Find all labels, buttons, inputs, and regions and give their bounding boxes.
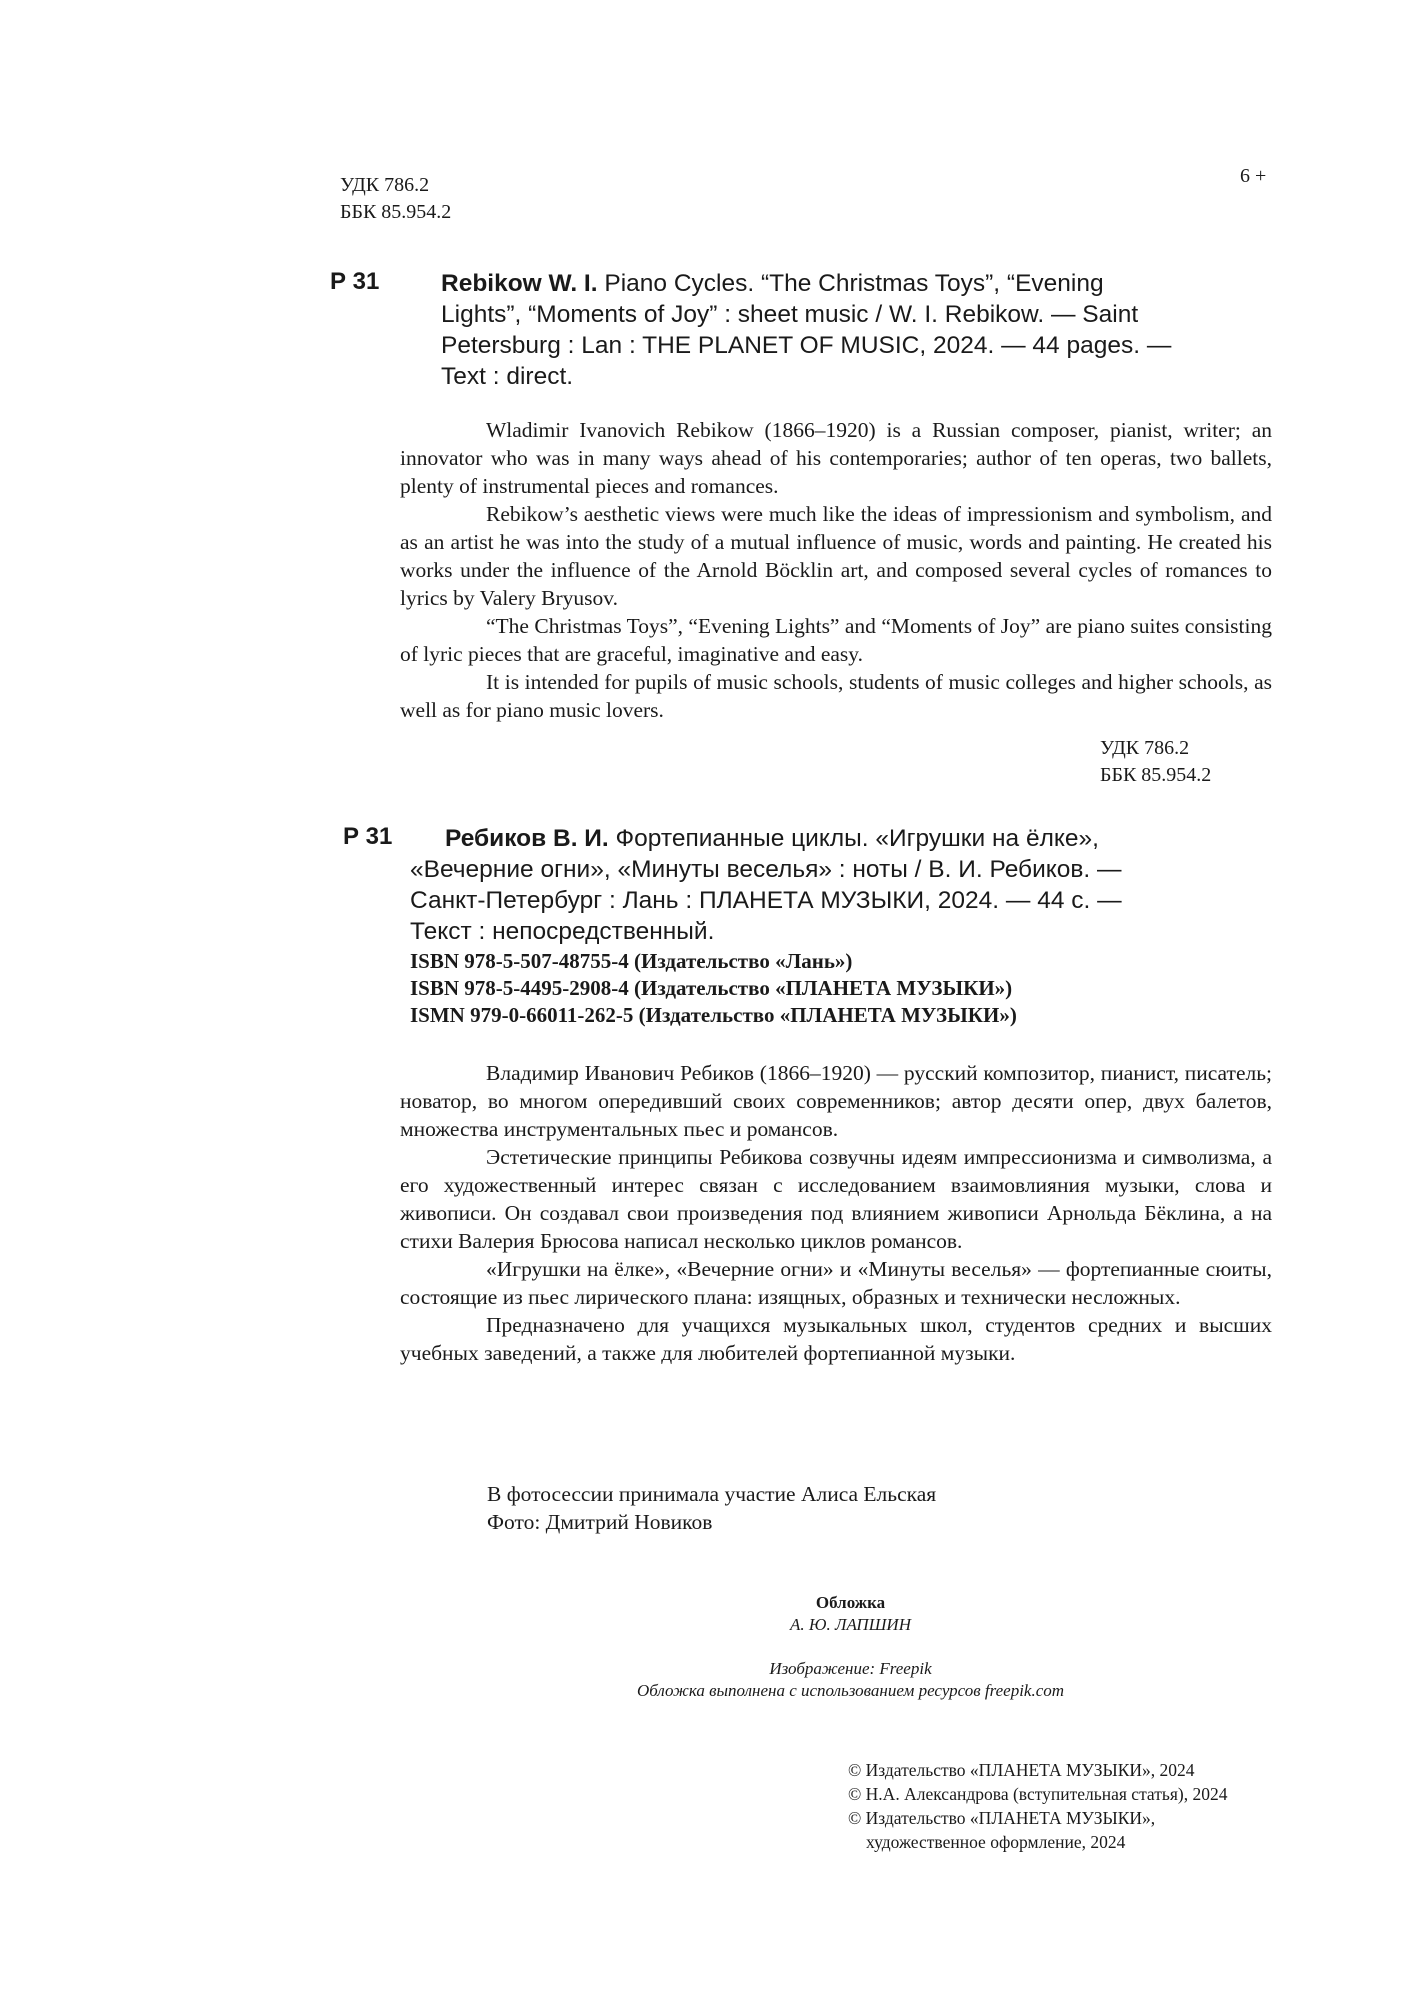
english-entry-author: Rebikow W. I.: [441, 270, 598, 297]
cover-spacer: [144, 1636, 1413, 1658]
cover-credits-inner: [144, 1592, 1413, 1702]
russian-entry-line-1: [410, 823, 1263, 854]
russian-annotation-para-1: Владимир Иванович Ребиков (1866–1920) — русский композитор, пианист, писатель; новатор, во многом опередивший своих современников; автор десяти опер, двух балетов, множества инструментальных пьес и романсов.: [400, 1061, 1272, 1141]
english-entry-line-2: Lights”, “Moments of Joy” : sheet music / W. I. Rebikow. — Saint: [441, 301, 1139, 328]
english-catalog-entry: [441, 268, 1255, 392]
cover-designer: А. Ю. ЛАПШИН: [790, 1615, 911, 1634]
russian-entry-author: Ребиков В. И.: [445, 825, 609, 852]
copyright-line-3: © Издательство «ПЛАНЕТА МУЗЫКИ»,: [848, 1808, 1156, 1828]
russian-entry-line-3: Санкт-Петербург : Лань : ПЛАНЕТА МУЗЫКИ, 2024. — 44 с. —: [410, 887, 1122, 914]
top-classification: [340, 172, 451, 226]
russian-catalog-entry: [410, 823, 1263, 947]
english-entry-title: Piano Cycles. “The Christmas Toys”, “Evening: [597, 270, 1104, 297]
russian-entry-code: Р 31: [343, 823, 393, 850]
cover-resources-credit: Обложка выполнена с использованием ресурсов freepik.com: [636, 1681, 1065, 1700]
copyright-line-4: художественное оформление, 2024: [866, 1832, 1126, 1852]
english-entry-line-4: Text : direct.: [441, 363, 574, 390]
cover-credits: [0, 1592, 1413, 1702]
english-annotation: [400, 416, 1272, 724]
copyright-line-1: © Издательство «ПЛАНЕТА МУЗЫКИ», 2024: [848, 1760, 1195, 1780]
russian-annotation-para-3: «Игрушки на ёлке», «Вечерние огни» и «Минуты веселья» — фортепианные сюиты, состоящие из пьес лирического плана: изящных, образных и технически несложных.: [400, 1257, 1272, 1309]
cover-title: Обложка: [815, 1593, 886, 1612]
copyright-line-2: © Н.А. Александрова (вступительная статья), 2024: [848, 1784, 1228, 1804]
age-rating: 6 +: [1240, 165, 1267, 187]
isbn-planet: ISBN 978-5-4495-2908-4 (Издательство «ПЛАНЕТА МУЗЫКИ»): [410, 976, 1013, 1000]
russian-annotation-para-4: Предназначено для учащихся музыкальных школ, студентов средних и высших учебных заведений, а также для любителей фортепианной музыки.: [400, 1313, 1272, 1365]
photo-session-credit: В фотосессии принимала участие Алиса Ельская: [487, 1482, 937, 1506]
identifiers-block: [410, 948, 1017, 1029]
bbk-code: ББК 85.954.2: [340, 201, 452, 223]
bbk-code: ББК 85.954.2: [1100, 764, 1212, 786]
english-entry-classification: [1100, 735, 1211, 789]
english-entry-line-3: Petersburg : Lan : THE PLANET OF MUSIC, 2024. — 44 pages. —: [441, 332, 1172, 359]
english-annotation-para-4: It is intended for pupils of music schools, students of music colleges and higher schools, as well as for piano music lovers.: [400, 670, 1272, 722]
isbn-lan: ISBN 978-5-507-48755-4 (Издательство «Лань»): [410, 949, 853, 973]
cover-image-credit: Изображение: Freepik: [769, 1659, 932, 1678]
ismn-planet: ISMN 979-0-66011-262-5 (Издательство «ПЛАНЕТА МУЗЫКИ»): [410, 1003, 1017, 1027]
russian-entry-title: Фортепианные циклы. «Игрушки на ёлке»,: [608, 825, 1099, 852]
english-entry-line-1: [441, 268, 1255, 299]
russian-annotation: [400, 1059, 1272, 1367]
russian-annotation-para-2: Эстетические принципы Ребикова созвучны идеям импрессионизма и символизма, а его художественный интерес связан с исследованием взаимовлияния музыки, слова и живописи. Он создавал свои произведения под влиянием живописи Арнольда Бёклина, а на стихи Валерия Брюсова написал несколько циклов романсов.: [400, 1145, 1272, 1253]
english-annotation-para-3: “The Christmas Toys”, “Evening Lights” and “Moments of Joy” are piano suites consisting of lyric pieces that are graceful, imaginative and easy.: [400, 614, 1272, 666]
copyright-block: [848, 1758, 1228, 1854]
russian-entry-line-4: Текст : непосредственный.: [410, 918, 715, 945]
photographer-credit: Фото: Дмитрий Новиков: [487, 1510, 713, 1534]
english-annotation-para-2: Rebikow’s aesthetic views were much like the ideas of impressionism and symbolism, and as an artist he was into the study of a mutual influence of music, words and painting. He created his works under the influence of the Arnold Böcklin art, and composed several cycles of romances to lyrics by Valery Bryusov.: [400, 502, 1272, 610]
photo-credits: [487, 1480, 936, 1536]
udk-code: УДК 786.2: [340, 174, 430, 196]
english-entry-code: Р 31: [330, 268, 380, 295]
russian-entry-line-2: «Вечерние огни», «Минуты веселья» : ноты / В. И. Ребиков. —: [410, 856, 1122, 883]
english-annotation-para-1: Wladimir Ivanovich Rebikow (1866–1920) is a Russian composer, pianist, writer; an innovator who was in many ways ahead of his contemporaries; author of ten operas, two ballets, plenty of instrumental pieces and romances.: [400, 418, 1272, 498]
udk-code: УДК 786.2: [1100, 737, 1190, 759]
